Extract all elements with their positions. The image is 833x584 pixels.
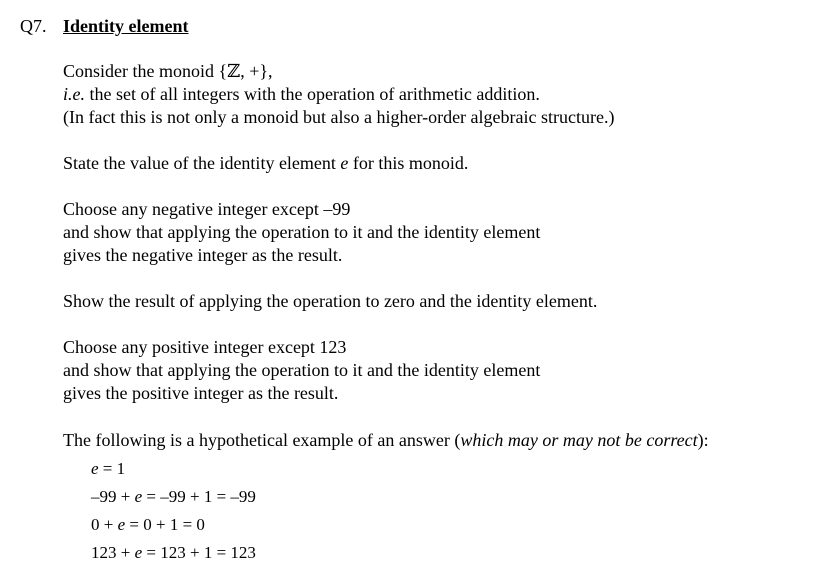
answer-pre: 123 + <box>91 543 135 562</box>
task-identity-value <box>63 152 468 175</box>
answer-pre: 0 + <box>91 515 118 534</box>
example-intro-after: ): <box>697 430 709 450</box>
answer-pre: –99 + <box>91 487 135 506</box>
answer-e: e <box>134 543 143 562</box>
example-answer-zero <box>91 513 205 536</box>
example-intro-italic: which may or may not be correct <box>460 430 698 450</box>
task-positive-line-1: Choose any positive integer except 123 <box>63 337 347 357</box>
task-zero-line-1: Show the result of applying the operation to zero and the identity element. <box>63 291 598 311</box>
task-positive-line-3: gives the positive integer as the result. <box>63 383 339 403</box>
answer-post: = –99 + 1 = –99 <box>142 487 256 506</box>
answer-e: e <box>91 459 99 478</box>
answer-e: e <box>117 515 126 534</box>
answer-post: = 123 + 1 = 123 <box>142 543 256 562</box>
identity-symbol: e <box>340 153 349 173</box>
intro-line-2 <box>63 83 540 106</box>
task-positive-line-2: and show that applying the operation to it and the identity element <box>63 360 541 380</box>
question-title: Identity element <box>63 16 189 36</box>
example-answer-negative <box>91 485 256 508</box>
task-negative-line-2: and show that applying the operation to it and the identity element <box>63 222 541 242</box>
answer-post: = 0 + 1 = 0 <box>125 515 205 534</box>
intro-line-2-text: the set of all integers with the operation of arithmetic addition. <box>85 84 540 104</box>
example-intro-before: The following is a hypothetical example of an answer ( <box>63 430 461 450</box>
answer-post: = 1 <box>98 459 126 478</box>
task-negative-line-3: gives the negative integer as the result. <box>63 245 343 265</box>
task-negative-line-1: Choose any negative integer except –99 <box>63 199 351 219</box>
question-number: Q7. <box>20 16 47 36</box>
answer-e: e <box>134 487 143 506</box>
example-answer-identity <box>91 457 125 480</box>
task-identity-before: State the value of the identity element <box>63 153 341 173</box>
example-intro <box>63 429 709 452</box>
intro-line-3: (In fact this is not only a monoid but also a higher-order algebraic structure.) <box>63 107 615 127</box>
task-identity-after: for this monoid. <box>348 153 469 173</box>
ie-abbrev: i.e. <box>63 84 85 104</box>
example-answer-positive <box>91 541 256 564</box>
intro-line-1: Consider the monoid {ℤ, +}, <box>63 61 273 81</box>
